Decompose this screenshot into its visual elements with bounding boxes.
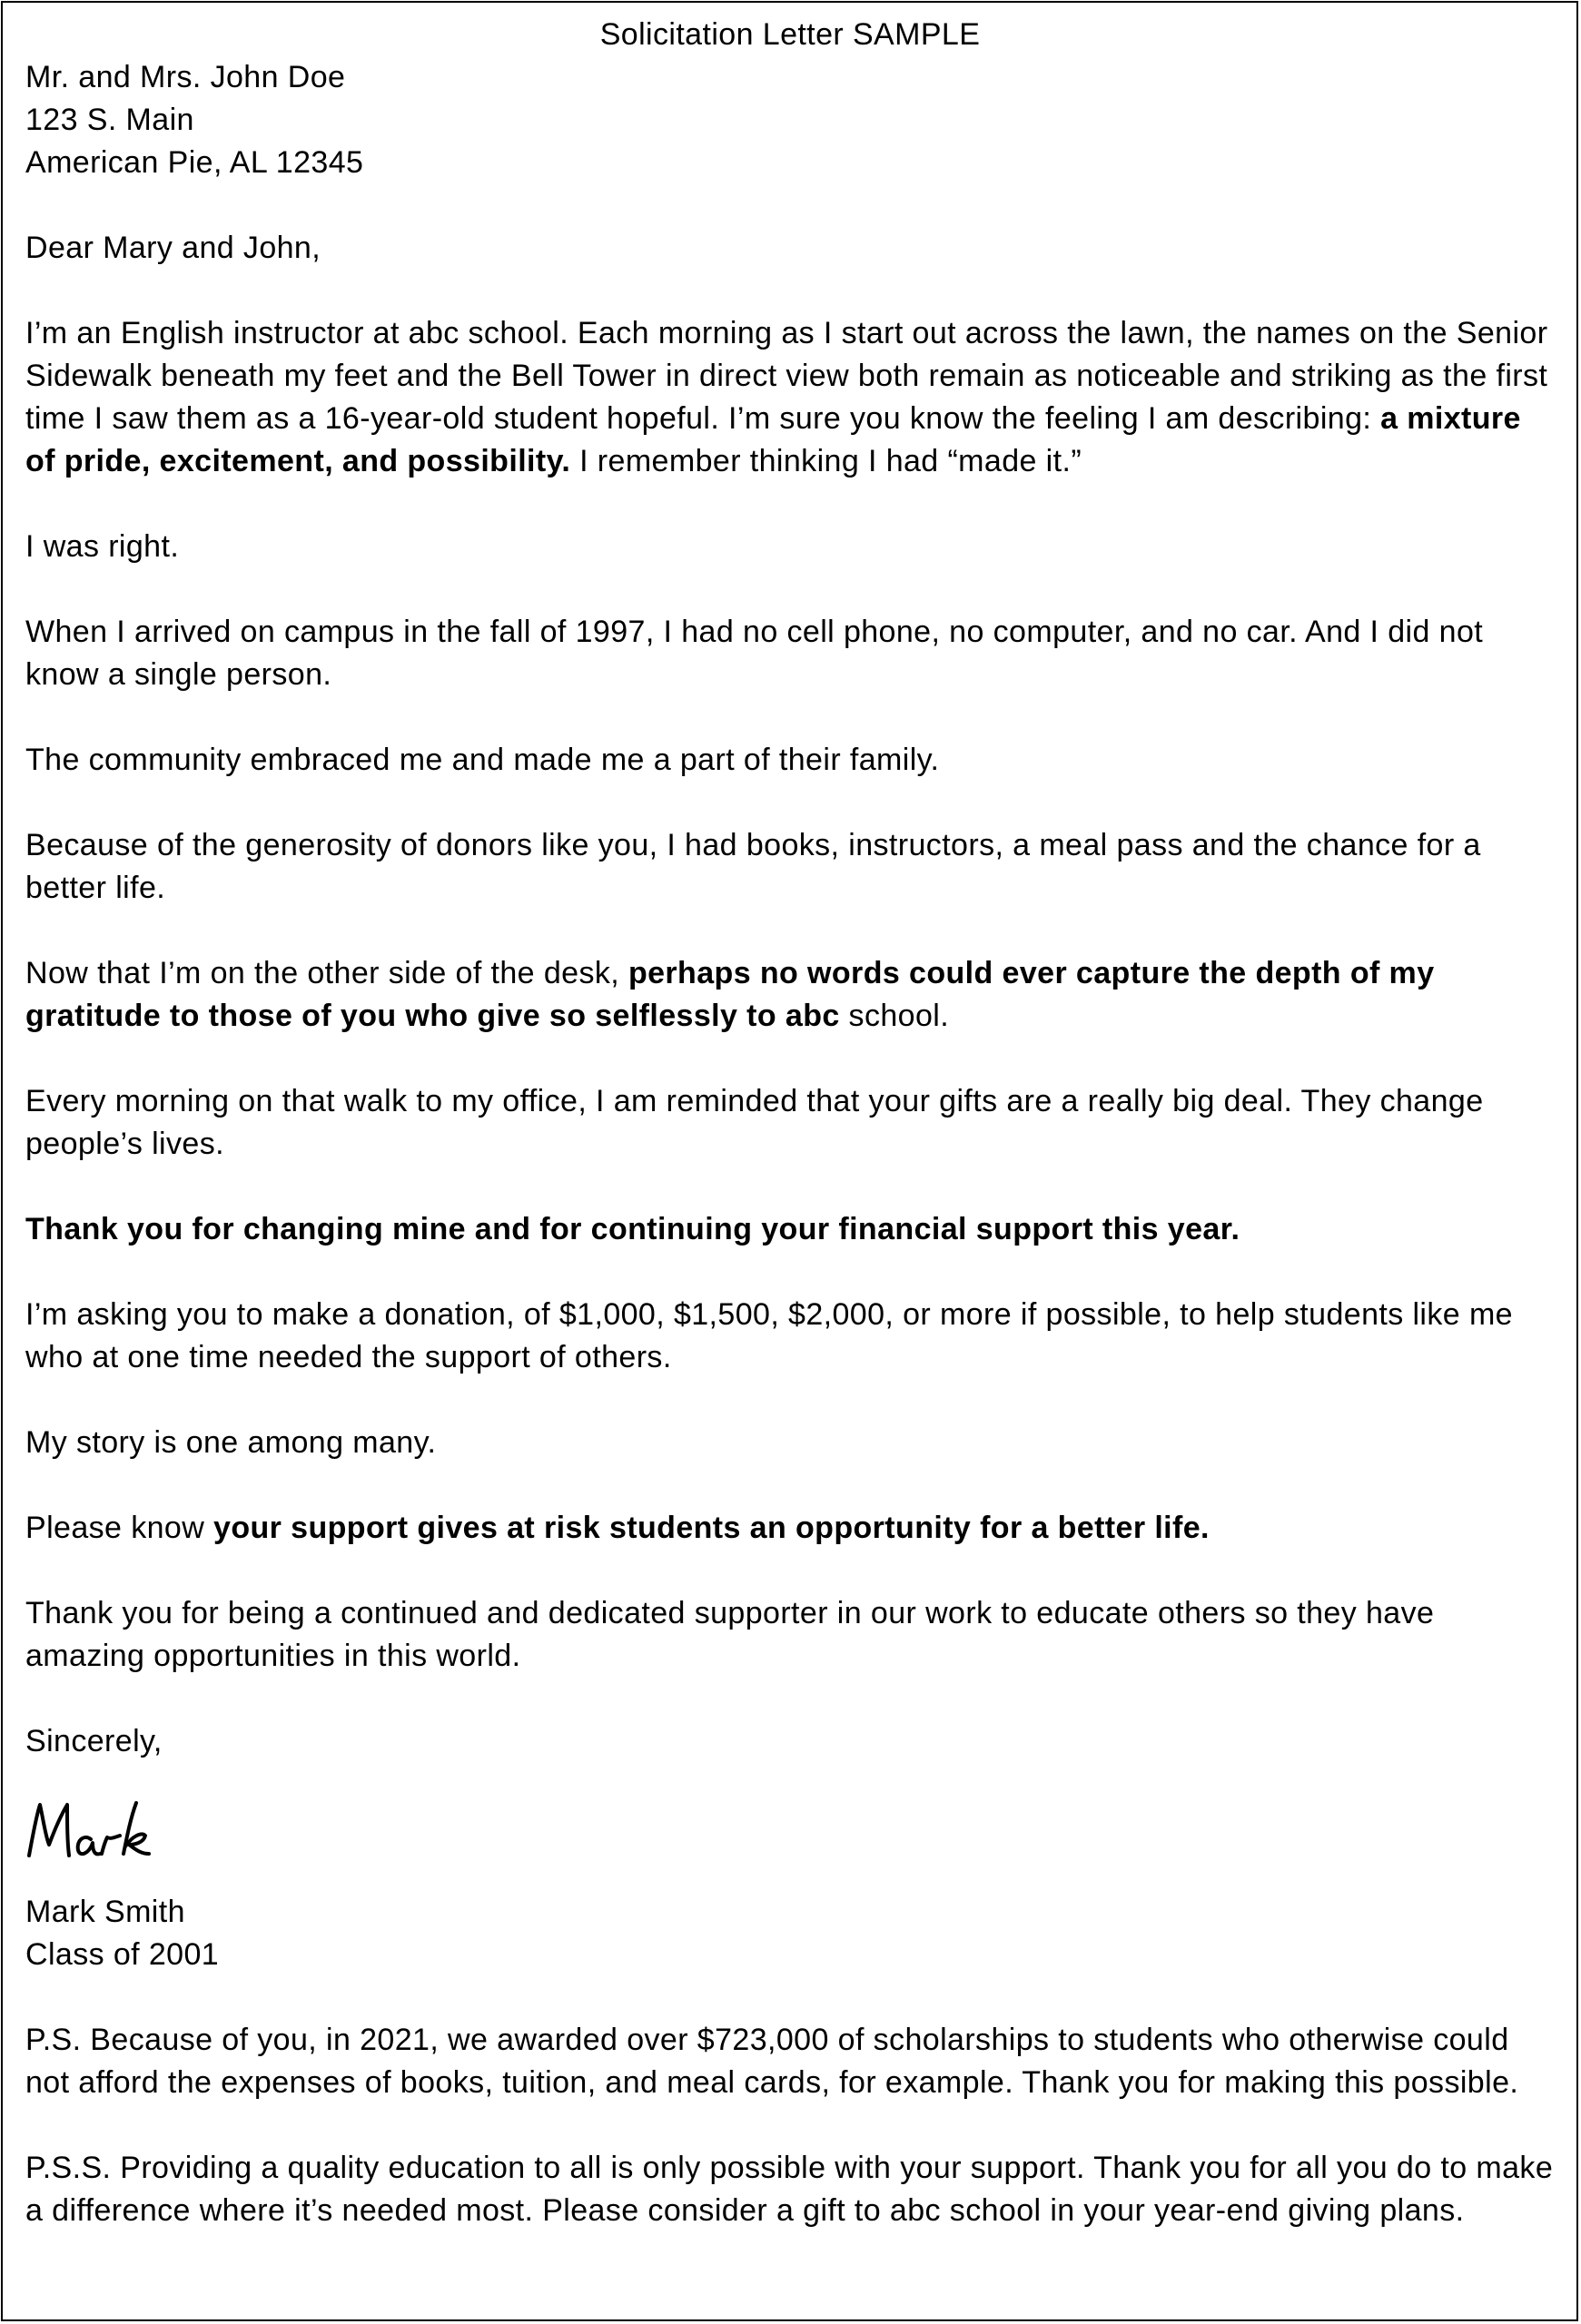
paragraph-support bbox=[25, 1507, 1555, 1550]
paragraph-text: school. bbox=[839, 999, 950, 1033]
handwritten-signature bbox=[25, 1799, 171, 1863]
signer-block bbox=[25, 1891, 1555, 1976]
paragraph-bold-text: a mixture of pride, excitement, and possibility. bbox=[25, 401, 1521, 478]
paragraph: My story is one among many. bbox=[25, 1425, 437, 1460]
closing: Sincerely, bbox=[25, 1724, 163, 1758]
paragraph-text: I remember thinking I had “made it.” bbox=[570, 444, 1082, 478]
address-line: American Pie, AL 12345 bbox=[25, 145, 364, 180]
address-line: 123 S. Main bbox=[25, 103, 194, 137]
paragraph-bold-text: your support gives at risk students an opportunity for a better life. bbox=[213, 1511, 1210, 1545]
paragraph: The community embraced me and made me a part of their family. bbox=[25, 743, 940, 777]
paragraph: Because of the generosity of donors like you, I had books, instructors, a meal pass and the chance for a better life. bbox=[25, 828, 1481, 905]
paragraph-bold-text: perhaps no words could ever capture the depth of my gratitude to those of you who give so selflessly to abc bbox=[25, 956, 1435, 1033]
paragraph-intro bbox=[25, 312, 1555, 483]
recipient-address bbox=[25, 56, 1555, 184]
paragraph: Every morning on that walk to my office, I am reminded that your gifts are a really big deal. They change people’s lives. bbox=[25, 1084, 1484, 1161]
signer-name: Mark Smith bbox=[25, 1895, 185, 1929]
letter-title: Solicitation Letter SAMPLE bbox=[599, 17, 981, 52]
paragraph: Thank you for being a continued and dedicated supporter in our work to educate others so they have amazing opportunities in this world. bbox=[25, 1596, 1435, 1673]
paragraph: I was right. bbox=[25, 529, 180, 564]
paragraph-text: I’m an English instructor at abc school. Each morning as I start out across the lawn, the names on the Senior Sidewalk beneath my feet and the Bell Tower in direct view both remain as noticeable and striking as the first time I saw them as a 16-year-old student hopeful. I’m sure you know the feeling I am describing: bbox=[25, 316, 1548, 436]
letter-document bbox=[1, 1, 1578, 2321]
post-postscript: P.S.S. Providing a quality education to all is only possible with your support. Thank you for all you do to make a difference where it’s needed most. Please consider a gift to abc school in your year-end giving plans. bbox=[25, 2151, 1554, 2228]
paragraph-bold-text: Thank you for changing mine and for continuing your financial support this year. bbox=[25, 1212, 1240, 1246]
signature bbox=[25, 1763, 1555, 1891]
salutation: Dear Mary and John, bbox=[25, 231, 321, 265]
paragraph-thank-you bbox=[25, 1208, 1555, 1251]
address-line: Mr. and Mrs. John Doe bbox=[25, 60, 346, 94]
paragraph-gratitude bbox=[25, 952, 1555, 1038]
paragraph-text: Now that I’m on the other side of the desk, bbox=[25, 956, 628, 990]
paragraph: When I arrived on campus in the fall of 1997, I had no cell phone, no computer, and no car. And I did not know a single person. bbox=[25, 615, 1484, 692]
paragraph-donation-ask: I’m asking you to make a donation, of $1,000, $1,500, $2,000, or more if possible, to help students like me who at one time needed the support of others. bbox=[25, 1297, 1513, 1374]
paragraph-text: Please know bbox=[25, 1511, 214, 1545]
postscript: P.S. Because of you, in 2021, we awarded over $723,000 of scholarships to students who otherwise could not afford the expenses of books, tuition, and meal cards, for example. Thank you for making this possible. bbox=[25, 2023, 1519, 2100]
signer-class: Class of 2001 bbox=[25, 1937, 220, 1972]
